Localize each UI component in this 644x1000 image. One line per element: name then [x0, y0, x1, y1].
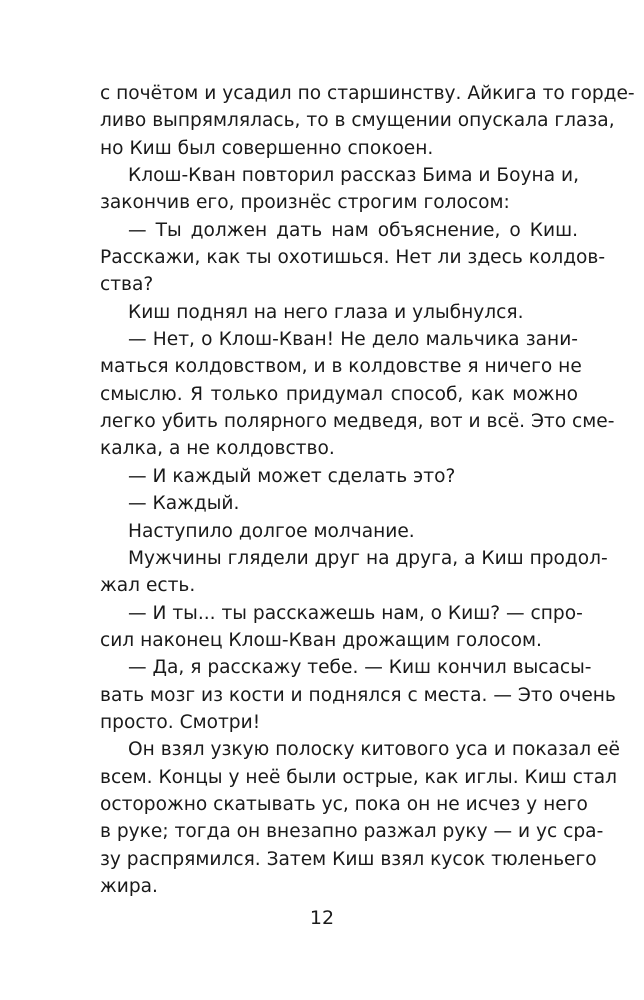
text-line: Киш поднял на него глаза и улыбнулся.: [128, 301, 524, 323]
text-line: зу распрямился. Затем Киш взял кусок тюленьего: [100, 848, 597, 870]
text-line: смыслю. Я только придумал способ, как можно: [100, 383, 578, 405]
text-line: вать мозг из кости и поднялся с места. — Это очень: [100, 684, 616, 706]
text-line: сил наконец Клош-Кван дрожащим голосом.: [100, 629, 542, 651]
text-line: легко убить полярного медведя, вот и всё. Это сме-: [100, 411, 615, 433]
text-line: Расскажи, как ты охотишься. Нет ли здесь колдов-: [100, 247, 606, 269]
text-line: — Каждый.: [128, 493, 240, 515]
text-line: маться колдовством, и в колдовстве я ничего не: [100, 356, 582, 378]
text-line: — Нет, о Клош-Кван! Не дело мальчика зани-: [128, 329, 578, 351]
text-line: просто. Смотри!: [100, 711, 261, 733]
text-line: — И каждый может сделать это?: [128, 465, 456, 487]
text-line: калка, а не колдовство.: [100, 438, 335, 460]
text-line: Мужчины глядели друг на друга, а Киш продол-: [128, 547, 608, 569]
text-line: но Киш был совершенно спокоен.: [100, 137, 434, 159]
text-line: с почётом и усадил по старшинству. Айкига то горде-: [100, 83, 635, 104]
text-line: Он взял узкую полоску китового уса и показал её: [128, 739, 620, 761]
text-line: — Ты должен дать нам объяснение, о Киш.: [128, 219, 578, 241]
text-line: в руке; тогда он внезапно разжал руку — и ус сра-: [100, 821, 604, 843]
page-number: 12: [309, 907, 335, 929]
text-line: жира.: [100, 876, 158, 897]
text-line: ливо выпрямлялась, то в смущении опускала глаза,: [100, 110, 615, 132]
text-line: жал есть.: [100, 575, 196, 597]
text-line: ства?: [100, 274, 154, 296]
text-line: закончив его, произнёс строгим голосом:: [100, 192, 510, 214]
text-line: — Да, я расскажу тебе. — Киш кончил высасы-: [128, 657, 592, 679]
text-line: — И ты... ты расскажешь нам, о Киш? — спро-: [128, 602, 583, 624]
text-line: Клош-Кван повторил рассказ Бима и Боуна и,: [128, 165, 580, 187]
text-line: всем. Концы у неё были острые, как иглы. Киш стал: [100, 766, 618, 788]
text-line: Наступило долгое молчание.: [128, 520, 415, 542]
text-line: осторожно скатывать ус, пока он не исчез у него: [100, 793, 588, 815]
